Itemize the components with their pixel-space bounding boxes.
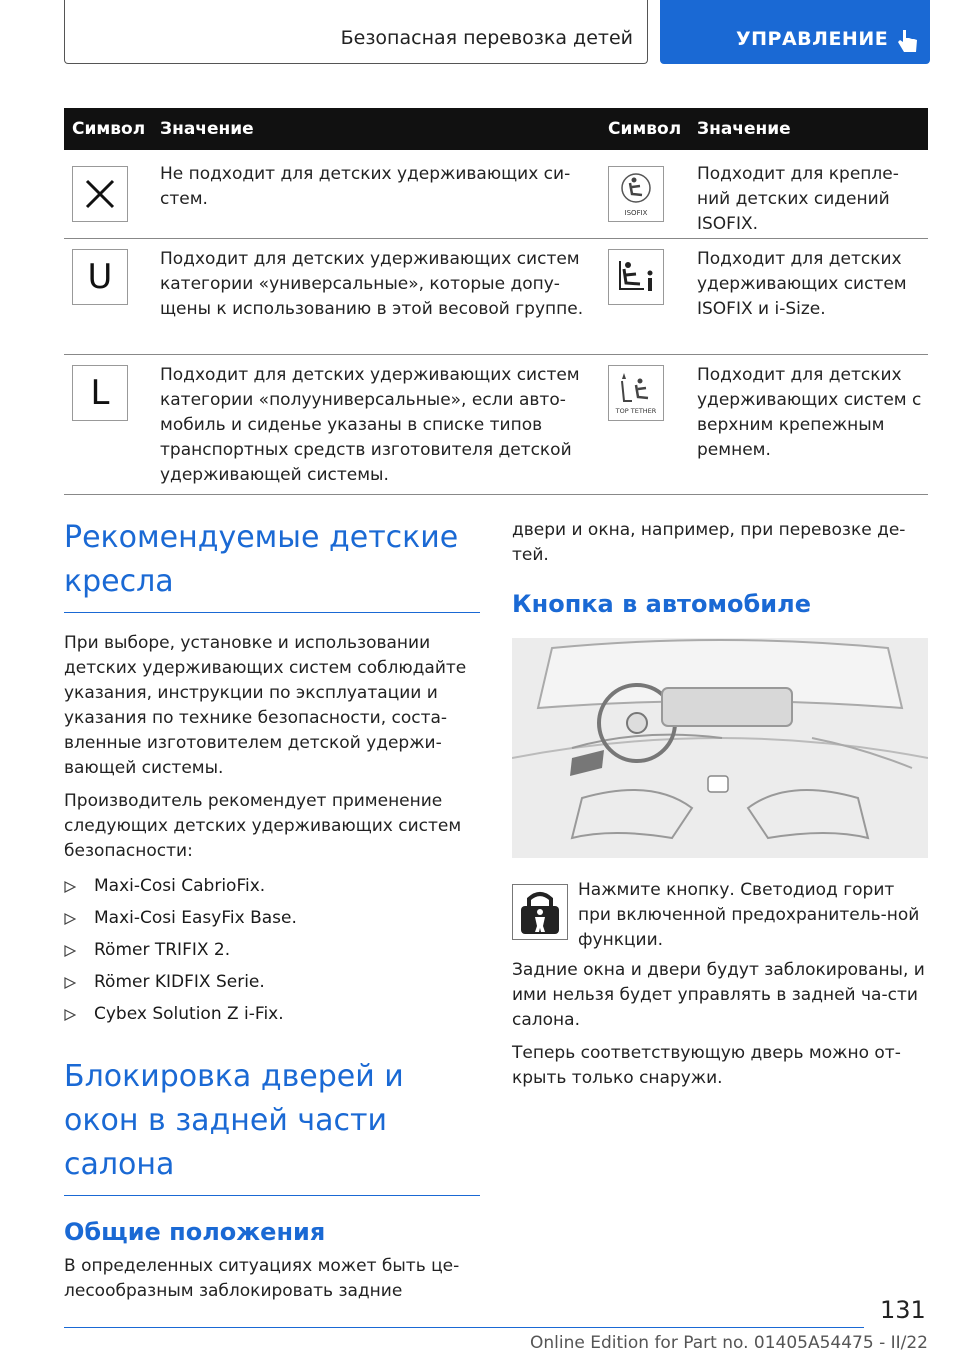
bullet-triangle-icon <box>64 881 76 893</box>
pointing-hand-icon <box>895 28 921 54</box>
footer-rule <box>64 1327 864 1328</box>
press-button-text: Нажмите кнопку. Светодиод горит при включенной предохранитель-ной функции. <box>578 880 920 950</box>
header-meaning-left: Значение <box>160 119 254 139</box>
top-tether-label: TOP TETHER <box>615 407 657 415</box>
page-number: 131 <box>880 1296 926 1324</box>
isofix-i-size-icon <box>608 249 664 305</box>
list-item <box>64 906 480 931</box>
header-meaning-right: Значение <box>697 119 791 139</box>
cockpit-illustration <box>512 638 928 858</box>
table-row <box>64 355 928 495</box>
button-title: Кнопка в автомобиле <box>512 590 811 618</box>
chapter-tab <box>660 0 930 64</box>
l-letter: L <box>90 373 110 413</box>
seat-name: Römer TRIFIX 2. <box>94 940 231 960</box>
bullet-triangle-icon <box>64 945 76 957</box>
right-column <box>512 518 928 1091</box>
header-symbol-right: Символ <box>608 119 682 139</box>
row3-right-text: Подходит для детских удерживающих систем с верхним крепежным ремнем. <box>697 365 922 460</box>
u-letter: U <box>87 257 113 297</box>
general-title: Общие положения <box>64 1218 326 1246</box>
door-lock-title: Блокировка дверей и окон в задней части салона <box>64 1059 404 1182</box>
title-rule <box>64 1195 480 1196</box>
continued-paragraph: двери и окна, например, при перевозке де-тей. <box>512 520 906 565</box>
seat-name: Maxi-Cosi CabrioFix. <box>94 876 266 896</box>
l-category-icon <box>72 365 128 421</box>
header-symbol-left: Символ <box>72 119 146 139</box>
row1-left-text: Не подходит для детских удерживающих си-стем. <box>160 164 571 209</box>
recommended-paragraph-2: Производитель рекомендует применение следующих детских удерживающих систем безопасности: <box>64 791 462 861</box>
seat-name: Maxi-Cosi EasyFix Base. <box>94 908 297 928</box>
running-header-section <box>64 0 648 64</box>
row1-right-text: Подходит для крепле-ний детских сидений ISOFIX. <box>697 164 899 234</box>
general-paragraph: В определенных ситуациях может быть це-лесообразным заблокировать задние <box>64 1256 460 1301</box>
isofix-seat-icon <box>608 166 664 222</box>
seat-list <box>64 874 480 1027</box>
table-row <box>64 239 928 355</box>
table-header <box>64 108 928 150</box>
bullet-triangle-icon <box>64 1009 76 1021</box>
row3-left-text: Подходит для детских удерживающих систем категории «полууниверсальные», если авто-мобиль и сиденье указаны в списке типов транспортных средств изготовителя детской удерживающей системы. <box>160 365 580 485</box>
recommended-seats-title: Рекомендуемые детские кресла <box>64 520 459 599</box>
isofix-label: ISOFIX <box>624 209 648 217</box>
row2-right-text: Подходит для детских удерживающих систем ISOFIX и i-Size. <box>697 249 907 319</box>
chapter-title: УПРАВЛЕНИЕ <box>736 28 889 50</box>
list-item <box>64 938 480 963</box>
title-rule <box>64 612 480 613</box>
list-item <box>64 874 480 899</box>
rear-locked-paragraph: Задние окна и двери будут заблокированы, и ими нельзя будет управлять в задней ча-сти салона. <box>512 960 925 1030</box>
child-lock-button-icon <box>512 884 568 940</box>
seat-name: Römer KIDFIX Serie. <box>94 972 265 992</box>
seat-name: Cybex Solution Z i-Fix. <box>94 1004 284 1024</box>
cockpit-drawing <box>512 638 928 858</box>
edition-note: Online Edition for Part no. 01405A54475 - II/22 <box>529 1333 928 1353</box>
section-title: Безопасная перевозка детей <box>340 27 633 49</box>
left-column <box>64 516 480 1304</box>
list-item <box>64 1002 480 1027</box>
list-item <box>64 970 480 995</box>
open-from-outside-paragraph: Теперь соответствующую дверь можно от-крыть только снаружи. <box>512 1043 901 1088</box>
u-category-icon <box>72 249 128 305</box>
bullet-triangle-icon <box>64 913 76 925</box>
top-tether-icon <box>608 365 664 421</box>
recommended-paragraph-1: При выборе, установке и использовании детских удерживающих систем соблюдайте указания, инструкции по эксплуатации и указания по технике безопасности, соста-вленные изготовителем детской удержи-вающей системы. <box>64 633 467 778</box>
symbol-table <box>64 108 928 495</box>
bullet-triangle-icon <box>64 977 76 989</box>
table-row <box>64 150 928 239</box>
row2-left-text: Подходит для детских удерживающих систем категории «универсальные», которые допу-щены к использованию в этой весовой группе. <box>160 249 584 319</box>
child-lock-button-row <box>512 878 928 950</box>
x-mark-icon <box>72 166 128 222</box>
